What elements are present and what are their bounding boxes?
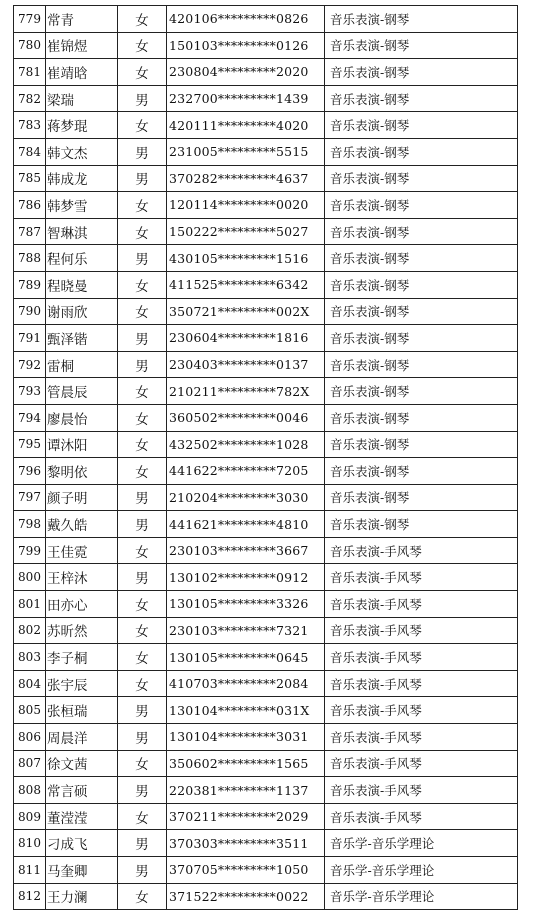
name-cell: 徐文茜 — [46, 750, 118, 777]
id-number-cell: 420111*********4020 — [167, 112, 325, 139]
row-number-cell: 791 — [14, 325, 46, 352]
gender-cell: 女 — [118, 883, 167, 910]
id-number-cell: 150103*********0126 — [167, 32, 325, 59]
table-row — [14, 271, 518, 298]
table-row — [14, 537, 518, 564]
gender-cell: 女 — [118, 644, 167, 671]
row-number-cell: 785 — [14, 165, 46, 192]
id-number-cell: 130105*********0645 — [167, 644, 325, 671]
id-number-cell: 230103*********3667 — [167, 537, 325, 564]
gender-cell: 女 — [118, 591, 167, 618]
table-row — [14, 484, 518, 511]
id-number-cell: 120114*********0020 — [167, 192, 325, 219]
name-cell: 廖晨怡 — [46, 404, 118, 431]
major-cell: 音乐学-音乐学理论 — [325, 857, 518, 884]
id-number-cell: 150222*********5027 — [167, 218, 325, 245]
name-cell: 甄泽锴 — [46, 325, 118, 352]
gender-cell: 男 — [118, 484, 167, 511]
major-cell: 音乐表演-钢琴 — [325, 511, 518, 538]
table-row — [14, 458, 518, 485]
major-cell: 音乐表演-手风琴 — [325, 724, 518, 751]
id-number-cell: 360502*********0046 — [167, 404, 325, 431]
name-cell: 张宇辰 — [46, 670, 118, 697]
major-cell: 音乐表演-钢琴 — [325, 431, 518, 458]
name-cell: 黎明依 — [46, 458, 118, 485]
name-cell: 崔靖晗 — [46, 59, 118, 86]
id-number-cell: 411525*********6342 — [167, 271, 325, 298]
name-cell: 韩文杰 — [46, 138, 118, 165]
id-number-cell: 371522*********0022 — [167, 883, 325, 910]
id-number-cell: 210204*********3030 — [167, 484, 325, 511]
name-cell: 韩梦雪 — [46, 192, 118, 219]
id-number-cell: 370211*********2029 — [167, 803, 325, 830]
table-row — [14, 6, 518, 33]
name-cell: 程何乐 — [46, 245, 118, 272]
table-row — [14, 724, 518, 751]
gender-cell: 女 — [118, 192, 167, 219]
name-cell: 马奎卿 — [46, 857, 118, 884]
id-number-cell: 441621*********4810 — [167, 511, 325, 538]
gender-cell: 女 — [118, 59, 167, 86]
major-cell: 音乐表演-钢琴 — [325, 6, 518, 33]
gender-cell: 男 — [118, 351, 167, 378]
gender-cell: 女 — [118, 750, 167, 777]
major-cell: 音乐表演-钢琴 — [325, 458, 518, 485]
id-number-cell: 220381*********1137 — [167, 777, 325, 804]
row-number-cell: 808 — [14, 777, 46, 804]
name-cell: 谭沐阳 — [46, 431, 118, 458]
table-row — [14, 218, 518, 245]
name-cell: 田亦心 — [46, 591, 118, 618]
major-cell: 音乐学-音乐学理论 — [325, 830, 518, 857]
table-row — [14, 378, 518, 405]
name-cell: 颜子明 — [46, 484, 118, 511]
row-number-cell: 803 — [14, 644, 46, 671]
table-row — [14, 404, 518, 431]
id-number-cell: 232700*********1439 — [167, 85, 325, 112]
table-row — [14, 165, 518, 192]
major-cell: 音乐表演-钢琴 — [325, 192, 518, 219]
major-cell: 音乐表演-钢琴 — [325, 32, 518, 59]
row-number-cell: 801 — [14, 591, 46, 618]
major-cell: 音乐表演-钢琴 — [325, 271, 518, 298]
gender-cell: 男 — [118, 697, 167, 724]
row-number-cell: 792 — [14, 351, 46, 378]
id-number-cell: 130105*********3326 — [167, 591, 325, 618]
major-cell: 音乐表演-钢琴 — [325, 112, 518, 139]
table-row — [14, 777, 518, 804]
name-cell: 管晨辰 — [46, 378, 118, 405]
major-cell: 音乐表演-手风琴 — [325, 617, 518, 644]
row-number-cell: 779 — [14, 6, 46, 33]
id-number-cell: 350602*********1565 — [167, 750, 325, 777]
gender-cell: 女 — [118, 32, 167, 59]
table-row — [14, 644, 518, 671]
major-cell: 音乐表演-钢琴 — [325, 378, 518, 405]
row-number-cell: 781 — [14, 59, 46, 86]
major-cell: 音乐表演-钢琴 — [325, 325, 518, 352]
gender-cell: 男 — [118, 564, 167, 591]
table-row — [14, 857, 518, 884]
gender-cell: 女 — [118, 803, 167, 830]
name-cell: 张桓瑞 — [46, 697, 118, 724]
id-number-cell: 130104*********031X — [167, 697, 325, 724]
row-number-cell: 811 — [14, 857, 46, 884]
row-number-cell: 784 — [14, 138, 46, 165]
major-cell: 音乐表演-手风琴 — [325, 750, 518, 777]
table-row — [14, 697, 518, 724]
table-row — [14, 85, 518, 112]
name-cell: 蒋梦琨 — [46, 112, 118, 139]
row-number-cell: 790 — [14, 298, 46, 325]
table-row — [14, 245, 518, 272]
table-row — [14, 670, 518, 697]
table-row — [14, 112, 518, 139]
table-row — [14, 431, 518, 458]
major-cell: 音乐表演-钢琴 — [325, 165, 518, 192]
major-cell: 音乐表演-钢琴 — [325, 484, 518, 511]
gender-cell: 女 — [118, 458, 167, 485]
gender-cell: 男 — [118, 325, 167, 352]
row-number-cell: 795 — [14, 431, 46, 458]
gender-cell: 男 — [118, 85, 167, 112]
table-row — [14, 59, 518, 86]
major-cell: 音乐表演-手风琴 — [325, 777, 518, 804]
id-number-cell: 441622*********7205 — [167, 458, 325, 485]
id-number-cell: 210211*********782X — [167, 378, 325, 405]
table-row — [14, 32, 518, 59]
name-cell: 董滢滢 — [46, 803, 118, 830]
row-number-cell: 806 — [14, 724, 46, 751]
row-number-cell: 810 — [14, 830, 46, 857]
id-number-cell: 370705*********1050 — [167, 857, 325, 884]
id-number-cell: 231005*********5515 — [167, 138, 325, 165]
row-number-cell: 786 — [14, 192, 46, 219]
name-cell: 智琳淇 — [46, 218, 118, 245]
row-number-cell: 788 — [14, 245, 46, 272]
name-cell: 梁瑞 — [46, 85, 118, 112]
row-number-cell: 798 — [14, 511, 46, 538]
gender-cell: 女 — [118, 617, 167, 644]
id-number-cell: 430105*********1516 — [167, 245, 325, 272]
row-number-cell: 802 — [14, 617, 46, 644]
id-number-cell: 130102*********0912 — [167, 564, 325, 591]
major-cell: 音乐表演-手风琴 — [325, 670, 518, 697]
gender-cell: 男 — [118, 511, 167, 538]
name-cell: 刁成飞 — [46, 830, 118, 857]
id-number-cell: 130104*********3031 — [167, 724, 325, 751]
row-number-cell: 787 — [14, 218, 46, 245]
row-number-cell: 805 — [14, 697, 46, 724]
gender-cell: 女 — [118, 271, 167, 298]
gender-cell: 女 — [118, 298, 167, 325]
row-number-cell: 799 — [14, 537, 46, 564]
name-cell: 程晓曼 — [46, 271, 118, 298]
major-cell: 音乐学-音乐学理论 — [325, 883, 518, 910]
row-number-cell: 789 — [14, 271, 46, 298]
id-number-cell: 370303*********3511 — [167, 830, 325, 857]
table-row — [14, 351, 518, 378]
major-cell: 音乐表演-手风琴 — [325, 644, 518, 671]
major-cell: 音乐表演-手风琴 — [325, 591, 518, 618]
major-cell: 音乐表演-手风琴 — [325, 564, 518, 591]
row-number-cell: 812 — [14, 883, 46, 910]
gender-cell: 女 — [118, 670, 167, 697]
id-number-cell: 350721*********002X — [167, 298, 325, 325]
gender-cell: 女 — [118, 112, 167, 139]
row-number-cell: 783 — [14, 112, 46, 139]
name-cell: 王力澜 — [46, 883, 118, 910]
row-number-cell: 804 — [14, 670, 46, 697]
gender-cell: 男 — [118, 138, 167, 165]
row-number-cell: 807 — [14, 750, 46, 777]
gender-cell: 女 — [118, 378, 167, 405]
table-row — [14, 564, 518, 591]
row-number-cell: 793 — [14, 378, 46, 405]
name-cell: 王梓沐 — [46, 564, 118, 591]
name-cell: 崔锦煜 — [46, 32, 118, 59]
table-row — [14, 192, 518, 219]
name-cell: 王佳霓 — [46, 537, 118, 564]
row-number-cell: 797 — [14, 484, 46, 511]
table-row — [14, 830, 518, 857]
id-number-cell: 230804*********2020 — [167, 59, 325, 86]
id-number-cell: 410703*********2084 — [167, 670, 325, 697]
name-cell: 谢雨欣 — [46, 298, 118, 325]
major-cell: 音乐表演-手风琴 — [325, 697, 518, 724]
gender-cell: 女 — [118, 404, 167, 431]
major-cell: 音乐表演-钢琴 — [325, 138, 518, 165]
gender-cell: 男 — [118, 777, 167, 804]
table-row — [14, 138, 518, 165]
row-number-cell: 796 — [14, 458, 46, 485]
table-row — [14, 511, 518, 538]
id-number-cell: 230103*********7321 — [167, 617, 325, 644]
id-number-cell: 420106*********0826 — [167, 6, 325, 33]
roster-table-container — [13, 5, 518, 910]
gender-cell: 男 — [118, 245, 167, 272]
id-number-cell: 432502*********1028 — [167, 431, 325, 458]
id-number-cell: 230403*********0137 — [167, 351, 325, 378]
table-row — [14, 883, 518, 910]
table-row — [14, 298, 518, 325]
table-row — [14, 750, 518, 777]
major-cell: 音乐表演-钢琴 — [325, 404, 518, 431]
major-cell: 音乐表演-手风琴 — [325, 537, 518, 564]
gender-cell: 男 — [118, 830, 167, 857]
row-number-cell: 809 — [14, 803, 46, 830]
name-cell: 雷桐 — [46, 351, 118, 378]
name-cell: 常言硕 — [46, 777, 118, 804]
gender-cell: 女 — [118, 6, 167, 33]
row-number-cell: 794 — [14, 404, 46, 431]
major-cell: 音乐表演-钢琴 — [325, 245, 518, 272]
row-number-cell: 782 — [14, 85, 46, 112]
row-number-cell: 800 — [14, 564, 46, 591]
major-cell: 音乐表演-手风琴 — [325, 803, 518, 830]
gender-cell: 男 — [118, 724, 167, 751]
name-cell: 戴久皓 — [46, 511, 118, 538]
id-number-cell: 370282*********4637 — [167, 165, 325, 192]
table-row — [14, 803, 518, 830]
gender-cell: 男 — [118, 165, 167, 192]
major-cell: 音乐表演-钢琴 — [325, 218, 518, 245]
name-cell: 韩成龙 — [46, 165, 118, 192]
gender-cell: 女 — [118, 431, 167, 458]
gender-cell: 女 — [118, 218, 167, 245]
major-cell: 音乐表演-钢琴 — [325, 59, 518, 86]
major-cell: 音乐表演-钢琴 — [325, 298, 518, 325]
id-number-cell: 230604*********1816 — [167, 325, 325, 352]
gender-cell: 女 — [118, 537, 167, 564]
major-cell: 音乐表演-钢琴 — [325, 351, 518, 378]
roster-table-body — [14, 6, 518, 910]
name-cell: 周晨洋 — [46, 724, 118, 751]
row-number-cell: 780 — [14, 32, 46, 59]
major-cell: 音乐表演-钢琴 — [325, 85, 518, 112]
name-cell: 李子桐 — [46, 644, 118, 671]
name-cell: 苏昕然 — [46, 617, 118, 644]
table-row — [14, 617, 518, 644]
gender-cell: 男 — [118, 857, 167, 884]
name-cell: 常青 — [46, 6, 118, 33]
table-row — [14, 591, 518, 618]
table-row — [14, 325, 518, 352]
roster-table — [13, 5, 518, 910]
